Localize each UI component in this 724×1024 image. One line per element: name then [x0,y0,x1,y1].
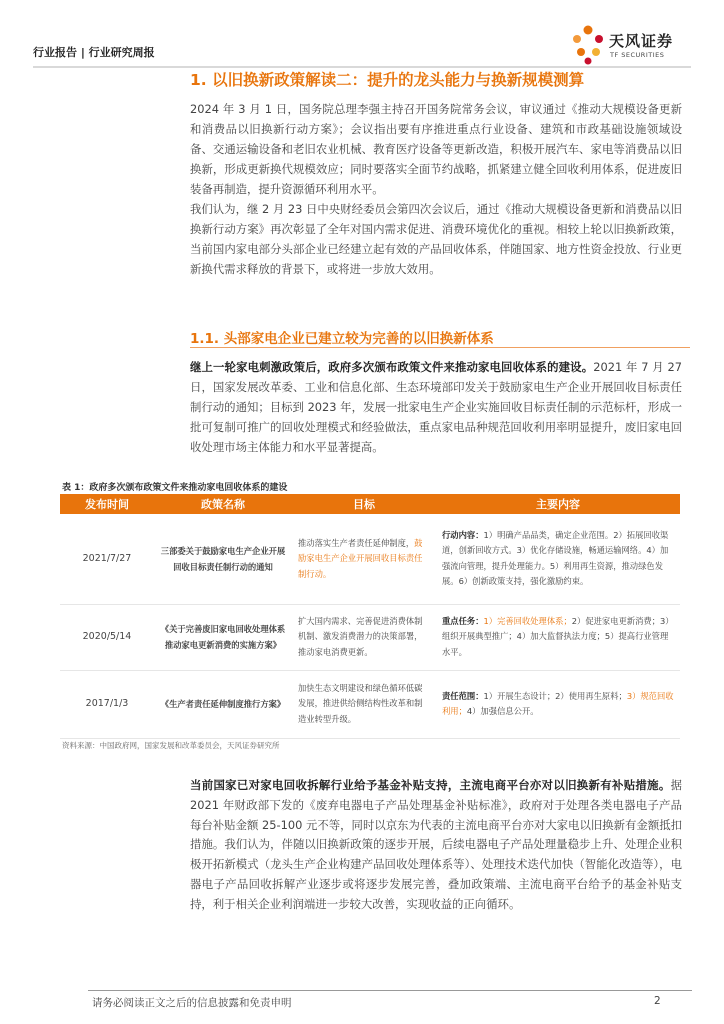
logo-name-en: TF SECURITIES [610,51,665,59]
section11-lead: 继上一轮家电刺激政策后，政府多次颁布政策文件来推动家电回收体系的建设。 [190,360,594,374]
footer-divider [88,990,692,991]
content-highlight: 1）完善回收处理体系； [483,615,572,626]
content-label: 行动内容： [442,529,484,540]
content-text: 1）开展生态设计；2）使用再生原料； [483,690,627,701]
content-text: 4）加强信息公开。 [466,706,539,716]
col-header-policy: 政策名称 [154,494,292,514]
content-label: 重点任务： [442,615,484,626]
cell-goal: 加快生态文明建设和绿色循环低碳发展，推进供给侧结构性改革和制造业转型升级。 [292,670,436,738]
cell-date: 2017/1/3 [60,670,154,738]
cell-policy-name: 《关于完善废旧家电回收处理体系推动家电更新消费的实施方案》 [154,604,292,670]
content-text: 1）明确产品品类，确定企业范围。2）拓展回收渠道，创新回收方式。3）优化存储设施，畅通运输网络。4）加强流向管理，提升处理能力。5）利用再生资源，推动绿色发展。6）创新政策支持，强化激励约束。 [442,529,669,587]
section-title-underline [190,347,690,348]
subsidy-lead: 当前国家已对家电回收拆解行业给予基金补贴支持，主流电商平台亦对以旧换新有补贴措施。 [190,778,671,792]
subsidy-body: 据 2021 年财政部下发的《废弃电器电子产品处理基金补贴标准》，政府对于处理各类电器电子产品每台补贴金额 25-100 元不等，同时以京东为代表的主流电商平台亦对大家电以旧换新有金额抵扣措施。我们认为，伴随以旧换新政策的逐步开展，后续电器电子产品处理量稳步上升、处理企业积极开拓新模式（龙头生产企业构建产品回收处理体系等）、处理技术迭代加快（智能化改造等），电器电子产品回收拆解产业逐步或将逐步发展完善，叠加政策端、主流电商平台给予的基金补贴支持，利于相关企业利润端进一步较大改善，实现收益的正向循环。 [190,778,682,911]
report-category: 行业报告 | 行业研究周报 [33,46,155,59]
cell-goal: 扩大国内需求、完善促进消费体制机制、激发消费潜力的决策部署，推动家电消费更新。 [292,604,436,670]
cell-goal [292,514,436,604]
logo-mark-icon [569,24,607,66]
cell-policy-name: 三部委关于鼓励家电生产企业开展回收目标责任制行动的通知 [154,514,292,604]
section-title-1-1: 1.1. 头部家电企业已建立较为完善的以旧换新体系 [190,331,494,347]
goal-text: 推动落实生产者责任延伸制度， [298,537,415,548]
col-header-date: 发布时间 [60,494,154,514]
content-text: 2）促进家电更新消费；3）组织开展典型推广；4）加大监督执法力度；5）提高行业管理水平。 [442,615,674,657]
logo-name-cn: 天风证券 [609,32,674,50]
table-caption: 表 1：政府多次颁布政策文件来推动家电回收体系的建设 [62,483,288,493]
table-row [60,604,680,670]
cell-date: 2021/7/27 [60,514,154,604]
section1-paragraph-1: 2024 年 3 月 1 日，国务院总理李强主持召开国务院常务会议，审议通过《推动大规模设备更新和消费品以旧换新行动方案》；会议指出要有序推进重点行业设备、建筑和市政基础设施领域设备、交通运输设备和老旧农业机械、教育医疗设备等更新改造，积极开展汽车、家电等消费品以旧换新，形成更新换代规模效应；同时要落实全面节约战略，抓紧建立健全回收利用体系，促进废旧装备再制造，提升资源循环利用水平。 [190,102,682,196]
section1-paragraph-2: 我们认为，继 2 月 23 日中央财经委员会第四次会议后，通过《推动大规模设备更新和消费品以旧换新行动方案》再次彰显了全年对国内需求促进、消费环境优化的重视。相较上轮以旧换新政策，当前国内家电部分头部企业已经建立起有效的产品回收体系，伴随国家、地方性资金投放、行业更新换代需求释放的背景下，或将进一步放大效用。 [190,202,682,276]
content-label: 责任范围： [442,690,484,701]
policy-table [60,494,680,739]
subsidy-paragraph [190,776,682,915]
section11-paragraph [190,357,682,457]
page-number: 2 [654,995,661,1007]
cell-policy-name: 《生产者责任延伸制度推行方案》 [154,670,292,738]
cell-content [436,604,680,670]
table-header-row [60,494,680,514]
footer-disclaimer: 请务必阅读正文之后的信息披露和免责申明 [92,997,292,1009]
company-logo [569,24,689,68]
cell-content [436,514,680,604]
cell-date: 2020/5/14 [60,604,154,670]
table-row [60,670,680,738]
section11-body: 2021 年 7 月 27 日，国家发展改革委、工业和信息化部、生态环境部印发关于鼓励家电生产企业开展回收目标责任制行动的通知；目标到 2023 年，发展一批家电生产企业实施回收目标责任制的示范标杆，形成一批可复制可推广的回收处理模式和经验做法，重点家电品种规范回收利用率明显提升，废旧家电回收处理市场主体能力和水平显著提高。 [190,360,682,454]
table-source: 资料来源：中国政府网，国家发展和改革委员会，天风证券研究所 [62,741,280,750]
cell-content [436,670,680,738]
table-row [60,514,680,604]
col-header-goal: 目标 [292,494,436,514]
section-title-1: 1. 以旧换新政策解读二：提升的龙头能力与换新规模测算 [190,71,585,89]
col-header-content: 主要内容 [436,494,680,514]
content-highlight: 3）规范回收利用； [442,690,674,716]
goal-highlight: 鼓励家电生产企业开展回收目标责任制行动。 [298,537,423,579]
